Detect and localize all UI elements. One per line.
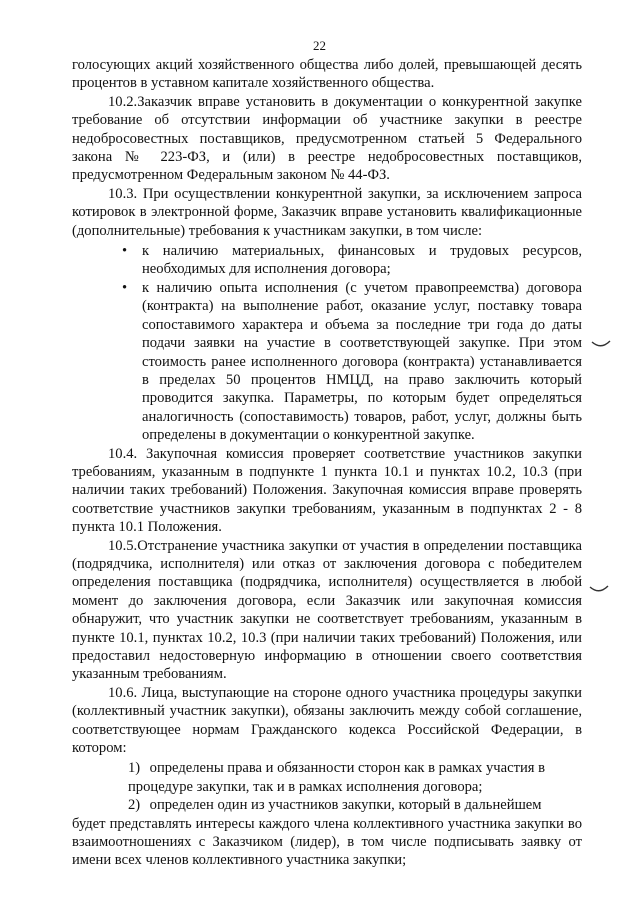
- list-item: [72, 242, 582, 279]
- paragraph-10-5: 10.5.Отстранение участника закупки от участия в определении поставщика (подрядчика, исполнителя) или отказ от заключения договора с победителем определения поставщика (подрядчика, исполнителя) осуществляется в любой момент до заключения договора, если Заказчик или закупочная комиссия обнаружит, что участник закупки не соответствует требованиям, указанным в пункте 10.1, пунктах 10.2, 10.3 (при наличии таких требований) Положения, или предоставил недостоверную информацию в отношении своего соответствия указанным требованиям.: [72, 537, 582, 683]
- list-item-text: определены права и обязанности сторон как в рамках участия в процедуре закупки, так и в рамках исполнения договора;: [128, 760, 546, 795]
- margin-mark-icon: [588, 583, 610, 595]
- list-item-text: к наличию материальных, финансовых и трудовых ресурсов, необходимых для исполнения договора;: [142, 243, 582, 278]
- paragraph-10-2: 10.2.Заказчик вправе установить в документации о конкурентной закупке требование об отсутствии информации об участнике закупки в реестре недобросовестных поставщиков, предусмотренном статьей 5 Федерального закона № 223-ФЗ, и (или) в реестре недобросовестных поставщиков, предусмотренном Федеральным законом № 44-ФЗ.: [72, 93, 582, 184]
- list-item: [72, 796, 582, 814]
- agreement-terms-list: [72, 759, 582, 814]
- requirements-list: [72, 242, 582, 444]
- margin-mark-icon: [590, 338, 612, 350]
- list-item: [72, 279, 582, 445]
- page-number: 22: [313, 38, 326, 53]
- paragraph-10-3: 10.3. При осуществлении конкурентной закупки, за исключением запроса котировок в электронной форме, Заказчик вправе установить квалификационные (дополнительные) требования к участникам закупки, в том числе:: [72, 185, 582, 239]
- paragraph-continuation: будет представлять интересы каждого члена коллективного участника закупки во взаимоотношениях с Заказчиком (лидер), в том числе подписывать заявку от имени всех членов коллективного участника закупки;: [72, 815, 582, 869]
- bullet-icon: •: [122, 243, 128, 260]
- list-number: 2): [128, 797, 141, 814]
- list-item-text: к наличию опыта исполнения (с учетом правопреемства) договора (контракта) на выполнение работ, оказание услуг, поставку товара сопоставимого характера и объема за последние три года до даты подачи заявки на участие в соответствующей закупке. При этом стоимость ранее исполненного договора (контракта) устанавливается в пределах 50 процентов НМЦД, на право заключить который проводится закупка. Параметры, по которым будет определяться аналогичность (сопоставимость) товаров, работ, услуг, должны быть определены в документации о конкурентной закупке.: [142, 279, 582, 444]
- paragraph-continuation: голосующих акций хозяйственного общества либо долей, превышающей десять процентов в уставном капитале хозяйственного общества.: [72, 57, 582, 92]
- bullet-icon: •: [122, 279, 128, 296]
- paragraph-10-4: 10.4. Закупочная комиссия проверяет соответствие участников закупки требованиям, указанным в подпункте 1 пункта 10.1 и пунктах 10.2, 10.3 (при наличии таких требований) Положения. Закупочная комиссия вправе проверять соответствие участников закупки требованиям, указанным в подпунктах 2 - 8 пункта 10.1 Положения.: [72, 445, 582, 536]
- list-item-text: определен один из участников закупки, который в дальнейшем: [149, 797, 542, 814]
- paragraph-10-6: 10.6. Лица, выступающие на стороне одного участника процедуры закупки (коллективный участник закупки), обязаны заключить между собой соглашение, соответствующее нормам Гражданского кодекса Российской Федерации, в котором:: [72, 684, 582, 757]
- list-item: [72, 759, 582, 796]
- list-number: 1): [128, 760, 141, 777]
- document-body: [72, 56, 582, 870]
